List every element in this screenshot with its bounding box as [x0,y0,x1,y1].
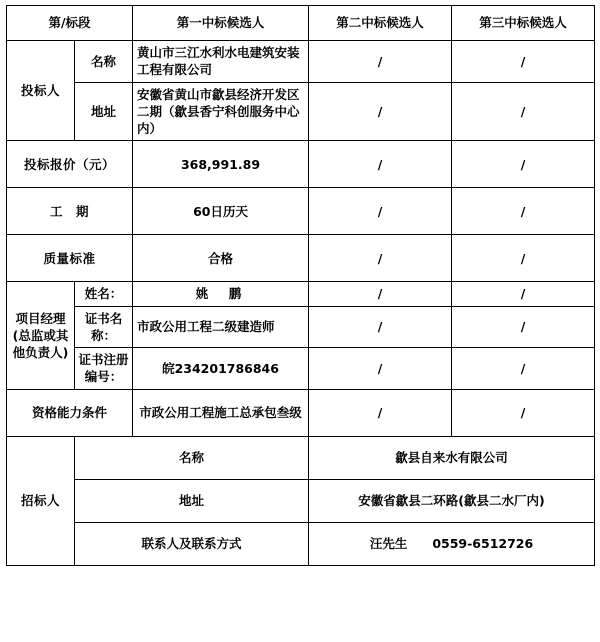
cell-duration-third: / [452,188,595,235]
cell-qualification-third: / [452,389,595,436]
cell-pm-cert-no-second: / [309,348,452,390]
cell-bidder-address-first: 安徽省黄山市歙县经济开发区二期（歙县香宁科创服务中心内） [133,82,309,141]
table-row [7,306,595,348]
cell-bidder-name-second: / [309,41,452,83]
row-label-pm-name: 姓名： [75,282,133,306]
cell-bidder-name-first: 黄山市三江水利水电建筑安装工程有限公司 [133,41,309,83]
cell-duration-first: 60日历天 [133,188,309,235]
cell-quality-first: 合格 [133,235,309,282]
table-row [7,479,595,522]
cell-duration-second: / [309,188,452,235]
table-row [7,235,595,282]
cell-pm-name-third: / [452,282,595,306]
row-label-qualification: 资格能力条件 [7,389,133,436]
column-header-section: 第/标段 [7,6,133,41]
cell-pm-cert-name-second: / [309,306,452,348]
cell-quality-second: / [309,235,452,282]
table-header-row [7,6,595,41]
cell-tenderee-contact: 汪先生 0559-6512726 [309,522,595,565]
row-label-bidder: 投标人 [7,41,75,141]
row-label-tenderee-contact: 联系人及联系方式 [75,522,309,565]
table-row [7,282,595,306]
cell-pm-name-second: / [309,282,452,306]
row-label-quality: 质量标准 [7,235,133,282]
column-header-first-candidate: 第一中标候选人 [133,6,309,41]
cell-price-third: / [452,141,595,188]
row-label-duration: 工 期 [7,188,133,235]
table-row [7,41,595,83]
row-label-tenderee-name: 名称 [75,436,309,479]
cell-pm-cert-name-first: 市政公用工程二级建造师 [133,306,309,348]
bid-candidates-table [6,5,595,566]
column-header-third-candidate: 第三中标候选人 [452,6,595,41]
row-label-project-manager: 项目经理(总监或其他负责人) [7,282,75,389]
cell-price-first: 368,991.89 [133,141,309,188]
cell-pm-cert-name-third: / [452,306,595,348]
cell-quality-third: / [452,235,595,282]
row-label-price: 投标报价（元） [7,141,133,188]
row-label-pm-cert-no: 证书注册编号： [75,348,133,390]
row-label-bidder-name: 名称 [75,41,133,83]
cell-pm-name-first: 姚 鹏 [133,282,309,306]
table-row [7,389,595,436]
cell-bidder-address-second: / [309,82,452,141]
row-label-tenderee: 招标人 [7,436,75,565]
table-row [7,348,595,390]
row-label-bidder-address: 地址 [75,82,133,141]
row-label-tenderee-address: 地址 [75,479,309,522]
table-row [7,82,595,141]
cell-qualification-second: / [309,389,452,436]
cell-bidder-address-third: / [452,82,595,141]
table-row [7,522,595,565]
row-label-pm-cert-name: 证书名称： [75,306,133,348]
table-row [7,141,595,188]
cell-qualification-first: 市政公用工程施工总承包叁级 [133,389,309,436]
cell-price-second: / [309,141,452,188]
cell-bidder-name-third: / [452,41,595,83]
column-header-second-candidate: 第二中标候选人 [309,6,452,41]
cell-tenderee-name: 歙县自来水有限公司 [309,436,595,479]
cell-pm-cert-no-first: 皖234201786846 [133,348,309,390]
table-row [7,188,595,235]
cell-pm-cert-no-third: / [452,348,595,390]
table-row [7,436,595,479]
cell-tenderee-address: 安徽省歙县二环路(歙县二水厂内) [309,479,595,522]
